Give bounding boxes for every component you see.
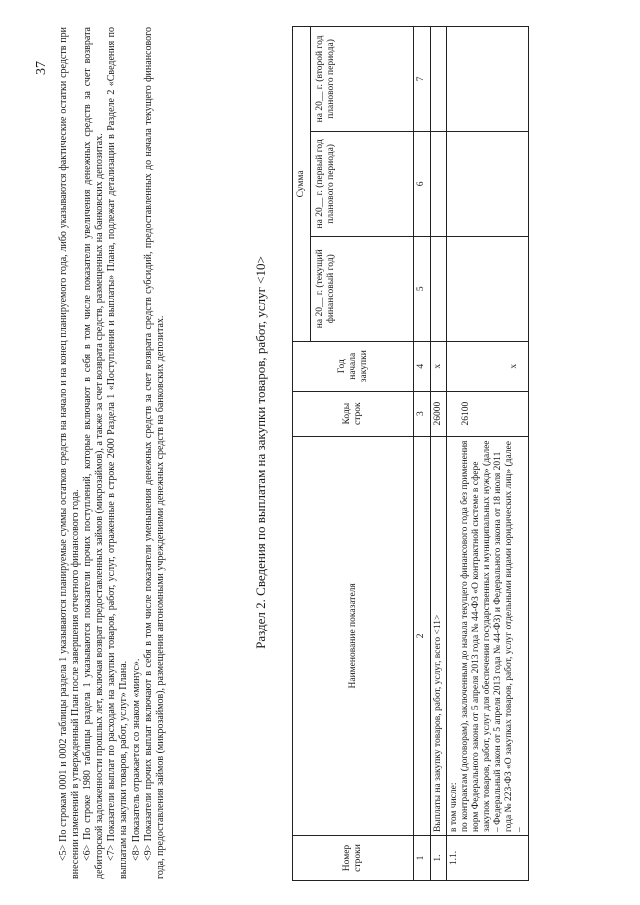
table-index-row — [414, 27, 431, 881]
section-title: Раздел 2. Сведения по выплатам на закупки товаров, работ, услуг <10> — [253, 256, 268, 649]
row-sum-first — [431, 131, 447, 236]
table-header-row — [293, 27, 311, 881]
row-year: x — [447, 341, 529, 391]
header-line-codes: Коды строк — [293, 391, 414, 436]
index-cell: 5 — [414, 236, 431, 341]
footnote-6: <6> По строке 1980 таблицы раздела 1 указываются показатели прочих поступлений, которые включают в себя в том числе показатели увеличения денежных средств за счет возврата дебиторской задолженности прошлых лет, включая возврат предоставленных займов (микрозаймов), а также за счет возврата средств, размещенных на банковских депозитах. — [82, 27, 106, 879]
index-cell: 2 — [414, 436, 431, 835]
header-procurement-year: Год начала закупки — [293, 341, 414, 391]
header-sum-current: на 20__ г. (текущий финансовый год) — [311, 236, 414, 341]
footnotes — [58, 27, 167, 879]
row-code: 26000 — [431, 391, 447, 436]
row-name: по контрактам (договорам), заключенным до начала текущего финансового года без применения норм Федерального закона от 5 апреля 2013 года № 44-ФЗ «О контрактной системе в сфере закупок товаров, работ, услуг для обеспечения государственных и муниципальных нужд» (далее – Федеральный закон от 5 апреля 2013 года № 44-ФЗ) и Федерального закона от 18 июля 2011 года № 223-ФЗ «О закупках товаров, работ, услуг отдельными видами юридических лиц» (далее – — [460, 440, 525, 833]
index-cell: 4 — [414, 341, 431, 391]
header-indicator: Наименование показателя — [293, 436, 414, 835]
row-name: Выплаты на закупку товаров, работ, услуг, всего <11> — [431, 436, 447, 835]
footnote-7: <7> Показатели выплат по расходам на закупки товаров, работ, услуг, отраженные в строке 2600 Раздела 1 «Поступления и выплаты» Плана, подлежат детализации в Разделе 2 «Сведения по выплатам на закупки товаров, работ, услуг» Плана. — [106, 27, 130, 879]
index-cell: 3 — [414, 391, 431, 436]
row-year: x — [431, 341, 447, 391]
row-sum-second — [431, 27, 447, 132]
row-code: 26100 — [447, 391, 529, 436]
page-number: 37 — [34, 61, 49, 75]
row-sum-current — [447, 236, 529, 341]
header-row-number: Номер строки — [293, 836, 414, 881]
row-name-prefix: в том числе: — [449, 782, 459, 833]
row-number: 1.1. — [447, 836, 529, 881]
footnote-8: <8> Показатель отражается со знаком «минус». — [130, 658, 142, 861]
footnote-5: <5> По строкам 0001 и 0002 таблицы раздела 1 указываются планируемые суммы остатков средств на начало и на конец планируемого года, либо указываются фактические остатки средств при внесении изменений в утвержденный План после завершения отчетного финансового года. — [58, 27, 82, 879]
purchases-table — [292, 26, 529, 881]
table-row — [431, 27, 447, 881]
row-sum-first — [447, 131, 529, 236]
row-sum-second — [447, 27, 529, 132]
row-sum-current — [431, 236, 447, 341]
header-sum-second: на 20__ г. (второй год планового периода) — [311, 27, 414, 132]
header-sum-first: на 20__ г. (первый год планового периода) — [311, 131, 414, 236]
footnote-9: <9> Показатели прочих выплат включают в себя в том числе показатели уменьшения денежных средств за счет возврата средств субсидий, предоставленных до начала текущего финансового года, предоставления займов (микрозаймов), размещения автономными учреждениями денежных средств на банковских депозитах. — [142, 27, 166, 879]
row-name-cell — [447, 436, 529, 835]
index-cell: 7 — [414, 27, 431, 132]
row-number: 1. — [431, 836, 447, 881]
index-cell: 6 — [414, 131, 431, 236]
header-sum: Сумма — [293, 27, 311, 342]
index-cell: 1 — [414, 836, 431, 881]
table-row — [447, 27, 529, 881]
